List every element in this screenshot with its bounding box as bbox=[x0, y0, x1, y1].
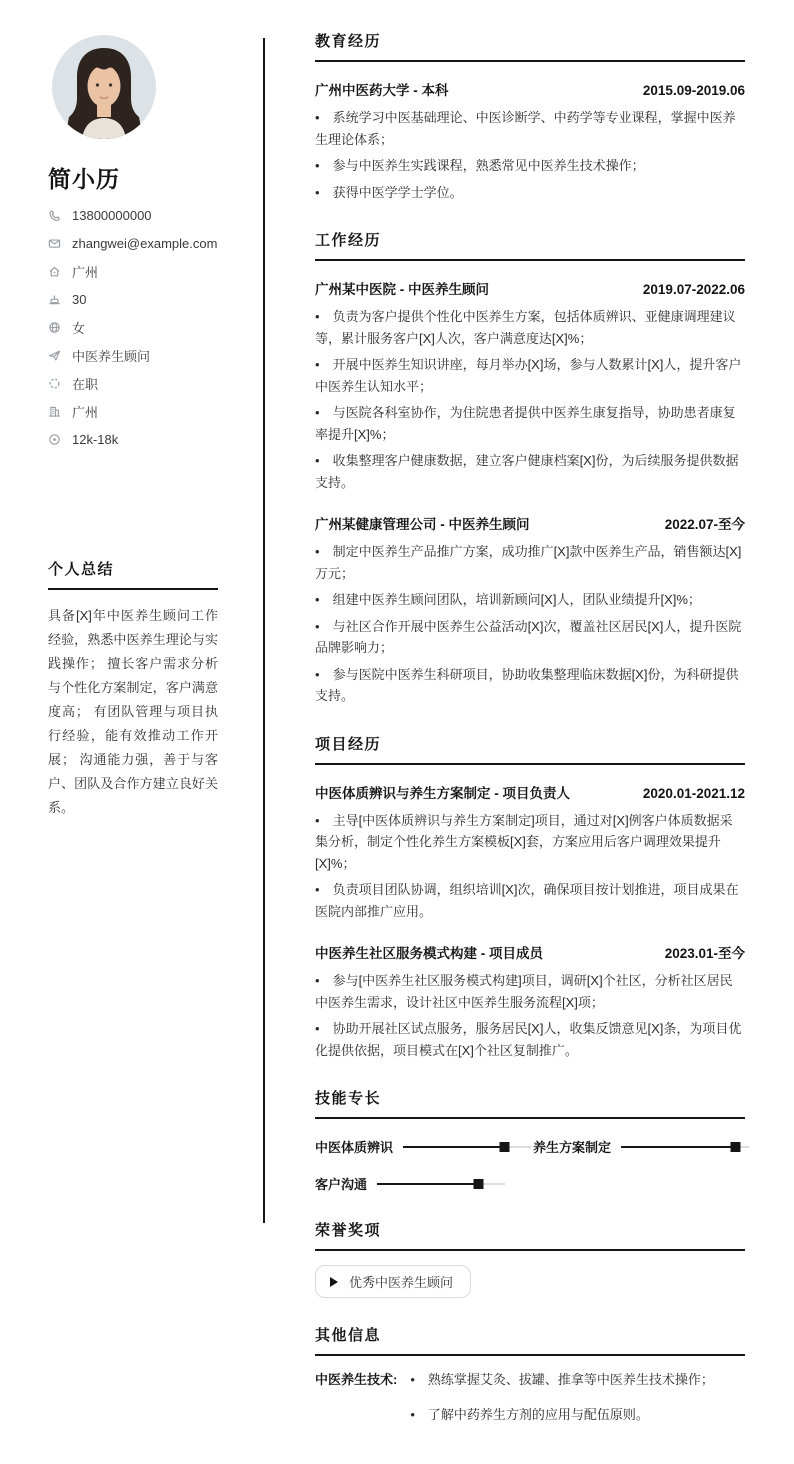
slider-fill bbox=[621, 1146, 736, 1148]
entry-date: 2020.01-2021.12 bbox=[642, 785, 745, 801]
bullet-dot bbox=[315, 453, 320, 468]
contact-city bbox=[48, 397, 218, 425]
bullet-dot bbox=[315, 357, 320, 372]
contact-salary bbox=[48, 425, 218, 453]
home-icon bbox=[48, 265, 61, 278]
bullet-text: 负责项目团队协调，组织培训[X]次，确保项目按计划推进，项目成果在医院内部推广应用。 bbox=[315, 882, 739, 919]
other-info-title: 其他信息 bbox=[315, 1324, 745, 1356]
skills-grid bbox=[315, 1137, 745, 1193]
column-divider bbox=[263, 38, 265, 1223]
skill-slider bbox=[377, 1178, 505, 1190]
bullet-list bbox=[315, 541, 745, 707]
honors-section bbox=[315, 1219, 745, 1298]
bullet-list bbox=[315, 306, 745, 493]
entry-date: 2015.09-2019.06 bbox=[642, 83, 745, 98]
summary-title: 个人总结 bbox=[48, 558, 218, 590]
bullet-item bbox=[315, 970, 745, 1013]
bullet-text: 与医院各科室协作，为住院患者提供中医养生康复指导，协助患者康复率提升[X]%； bbox=[315, 405, 736, 442]
contact-job-title bbox=[48, 341, 218, 369]
skill-slider bbox=[403, 1141, 531, 1153]
contact-phone bbox=[48, 201, 218, 229]
gender-icon bbox=[48, 321, 61, 334]
personal-summary-section bbox=[48, 558, 218, 820]
bullet-dot bbox=[410, 1407, 415, 1422]
bullet-text: 参与中医养生实践课程，熟悉常见中医养生技术操作； bbox=[332, 158, 645, 173]
bullet-item bbox=[315, 810, 745, 875]
company-name: 广州某健康管理公司 - 中医养生顾问 bbox=[315, 517, 530, 532]
contact-gender-value: 女 bbox=[72, 320, 86, 336]
bullet-item bbox=[315, 107, 745, 150]
slider-fill bbox=[403, 1146, 505, 1148]
bullet-item bbox=[410, 1404, 714, 1426]
play-icon bbox=[330, 1277, 338, 1287]
bullet-text: 系统学习中医基础理论、中医诊断学、中药学等专业课程，掌握中医养生理论体系； bbox=[315, 110, 736, 147]
education-section bbox=[315, 30, 745, 203]
contact-list bbox=[48, 201, 218, 453]
profile-photo-illustration bbox=[52, 35, 156, 139]
avatar bbox=[52, 35, 156, 139]
honor-tag-label: 优秀中医养生顾问 bbox=[349, 1275, 454, 1290]
bullet-item bbox=[315, 589, 745, 611]
bullet-item bbox=[315, 402, 745, 445]
entry-date: 2022.07-至今 bbox=[664, 517, 745, 532]
bullet-text: 负责为客户提供个性化中医养生方案，包括体质辨识、亚健康调理建议等，累计服务客户[X]人次，客户满意度达[X]%； bbox=[315, 309, 736, 346]
work-title: 工作经历 bbox=[315, 229, 745, 261]
entry-header bbox=[315, 79, 745, 99]
bullet-text: 组建中医养生顾问团队，培训新顾问[X]人，团队业绩提升[X]%； bbox=[332, 592, 701, 607]
bullet-item bbox=[315, 450, 745, 493]
bullet-text: 制定中医养生产品推广方案，成功推广[X]款中医养生产品，销售额达[X]万元； bbox=[315, 544, 742, 581]
bullet-dot bbox=[315, 1021, 320, 1036]
summary-text: 具备[X]年中医养生顾问工作经验，熟悉中医养生理论与实践操作； 擅长客户需求分析与个性化方案制定，客户满意度高； 有团队管理与项目执行经验，能有效推动工作开展； 沟通能力强，善于与客户、团队及合作方建立良好关系。 bbox=[48, 608, 218, 815]
work-entry bbox=[315, 513, 745, 707]
bullet-item bbox=[315, 664, 745, 707]
bullet-item bbox=[315, 155, 745, 177]
contact-email-value: zhangwei@example.com bbox=[72, 235, 218, 251]
contact-age-value: 30 bbox=[72, 291, 87, 307]
bullet-dot bbox=[315, 592, 320, 607]
contact-age bbox=[48, 285, 218, 313]
bullet-list bbox=[315, 810, 745, 923]
honors-title: 荣誉奖项 bbox=[315, 1219, 745, 1251]
bullet-text: 熟练掌握艾灸、拔罐、推拿等中医养生技术操作； bbox=[427, 1372, 714, 1387]
skill-name: 中医体质辨识 bbox=[315, 1140, 394, 1155]
slider-handle bbox=[731, 1142, 741, 1152]
bullet-item bbox=[315, 1018, 745, 1061]
bullet-dot bbox=[315, 309, 320, 324]
bullet-dot bbox=[315, 110, 320, 125]
contact-email bbox=[48, 229, 218, 257]
contact-salary-value: 12k-18k bbox=[72, 431, 119, 447]
bullet-item bbox=[410, 1369, 714, 1391]
contact-status bbox=[48, 369, 218, 397]
skill-slider bbox=[621, 1141, 749, 1153]
bullet-list bbox=[410, 1369, 714, 1438]
contact-job-title-value: 中医养生顾问 bbox=[72, 348, 151, 364]
skills-section bbox=[315, 1087, 745, 1193]
bullet-dot bbox=[315, 405, 320, 420]
project-entry bbox=[315, 782, 745, 923]
project-name: 中医体质辨识与养生方案制定 - 项目负责人 bbox=[315, 785, 570, 801]
slider-handle bbox=[500, 1142, 510, 1152]
slider-handle bbox=[474, 1179, 484, 1189]
bullet-dot bbox=[315, 667, 320, 682]
other-info-label: 中医养生技术: bbox=[315, 1372, 398, 1387]
skill-name: 客户沟通 bbox=[315, 1177, 368, 1192]
honor-tag bbox=[315, 1265, 471, 1298]
contact-status-value: 在职 bbox=[72, 376, 99, 392]
bullet-text: 获得中医学学士学位。 bbox=[332, 184, 463, 200]
education-title: 教育经历 bbox=[315, 30, 745, 62]
contact-location-value: 广州 bbox=[72, 264, 99, 280]
entry-header bbox=[315, 278, 745, 298]
contact-location bbox=[48, 257, 218, 285]
bullet-dot bbox=[315, 619, 320, 634]
bullet-text: 参与[中医养生社区服务模式构建]项目，调研[X]个社区，分析社区居民中医养生需求，设计社区中医养生服务流程[X]项； bbox=[315, 973, 733, 1010]
paper-plane-icon bbox=[48, 349, 61, 362]
other-info-row bbox=[315, 1369, 745, 1438]
entry-date: 2023.01-至今 bbox=[664, 946, 745, 961]
status-icon bbox=[48, 377, 61, 390]
sidebar bbox=[48, 0, 218, 1262]
bullet-text: 与社区合作开展中医养生公益活动[X]次，覆盖社区居民[X]人，提升医院品牌影响力； bbox=[315, 618, 742, 655]
building-icon bbox=[48, 405, 61, 418]
contact-phone-value: 13800000000 bbox=[72, 207, 152, 223]
skills-title: 技能专长 bbox=[315, 1087, 745, 1119]
bullet-text: 协助开展社区试点服务，服务居民[X]人，收集反馈意见[X]条，为项目优化提供依据，项目模式在[X]个社区复制推广。 bbox=[315, 1021, 742, 1058]
bullet-dot bbox=[315, 813, 320, 828]
projects-title: 项目经历 bbox=[315, 733, 745, 765]
main-column bbox=[315, 30, 745, 1464]
contact-gender bbox=[48, 313, 218, 341]
skill-item bbox=[315, 1137, 533, 1156]
education-entry bbox=[315, 79, 745, 203]
bullet-dot bbox=[315, 185, 320, 200]
slider-fill bbox=[377, 1183, 479, 1185]
bullet-list bbox=[315, 107, 745, 203]
salary-icon bbox=[48, 433, 61, 446]
skill-name: 养生方案制定 bbox=[533, 1140, 612, 1155]
school-name: 广州中医药大学 - 本科 bbox=[315, 83, 449, 98]
company-name: 广州某中医院 - 中医养生顾问 bbox=[315, 282, 489, 297]
bullet-item bbox=[315, 616, 745, 659]
bullet-item bbox=[315, 306, 745, 349]
bullet-dot bbox=[315, 882, 320, 897]
skill-item bbox=[315, 1174, 533, 1193]
projects-section bbox=[315, 733, 745, 1062]
phone-icon bbox=[48, 209, 61, 222]
work-entry bbox=[315, 278, 745, 493]
age-icon bbox=[48, 293, 61, 306]
bullet-dot bbox=[315, 973, 320, 988]
bullet-item bbox=[315, 182, 745, 204]
bullet-text: 收集整理客户健康数据，建立客户健康档案[X]份，为后续服务提供数据支持。 bbox=[315, 453, 739, 490]
entry-header bbox=[315, 782, 745, 802]
mail-icon bbox=[48, 237, 61, 250]
bullet-item bbox=[315, 354, 745, 397]
bullet-dot bbox=[410, 1372, 415, 1387]
bullet-item bbox=[315, 541, 745, 584]
bullet-text: 了解中药养生方剂的应用与配伍原则。 bbox=[427, 1406, 649, 1422]
bullet-text: 主导[中医体质辨识与养生方案制定]项目，通过对[X]例客户体质数据采集分析，制定个性化养生方案模板[X]套，方案应用后客户调理效果提升[X]%； bbox=[315, 812, 733, 871]
bullet-dot bbox=[315, 158, 320, 173]
bullet-list bbox=[315, 970, 745, 1061]
contact-city-value: 广州 bbox=[72, 404, 99, 420]
project-entry bbox=[315, 942, 745, 1061]
bullet-text: 开展中医养生知识讲座，每月举办[X]场，参与人数累计[X]人，提升客户中医养生认知水平； bbox=[315, 357, 742, 394]
project-name: 中医养生社区服务模式构建 - 项目成员 bbox=[315, 946, 543, 961]
bullet-text: 参与医院中医养生科研项目，协助收集整理临床数据[X]份，为科研提供支持。 bbox=[315, 666, 739, 703]
skill-item bbox=[533, 1137, 749, 1156]
entry-header bbox=[315, 942, 745, 962]
bullet-item bbox=[315, 879, 745, 922]
candidate-name: 简小历 bbox=[48, 166, 120, 192]
entry-date: 2019.07-2022.06 bbox=[642, 282, 745, 297]
work-section bbox=[315, 229, 745, 707]
other-info-section bbox=[315, 1324, 745, 1438]
entry-header bbox=[315, 513, 745, 533]
bullet-dot bbox=[315, 544, 320, 559]
